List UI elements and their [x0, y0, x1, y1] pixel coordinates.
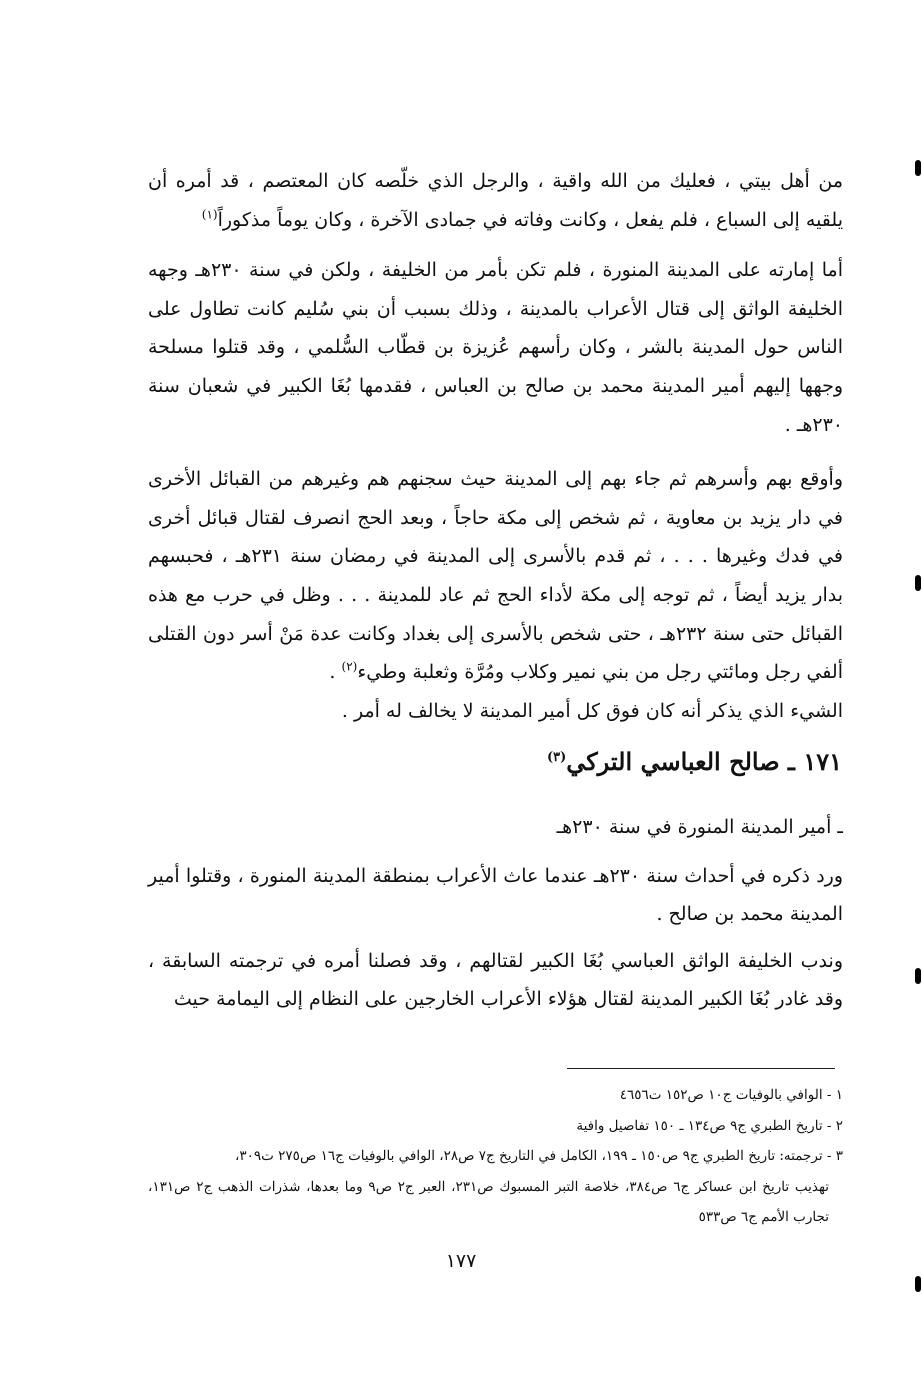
paragraph-1-text: من أهل بيتي ، فعليك من الله واقية ، والرجل الذي خلّصه كان المعتصم ، قد أمره أن يلقيه إلى السباع ، فلم يفعل ، وكانت وفاته في جمادى الآخرة ، وكان يوماً مذكوراً — [148, 170, 843, 231]
footnotes — [148, 1080, 843, 1233]
edge-mark — [915, 160, 921, 176]
entry-subtitle: ـ أمير المدينة المنورة في سنة ٢٣٠هـ — [556, 816, 843, 838]
paragraph-3 — [148, 460, 843, 692]
body-top — [148, 162, 843, 730]
footnote-1: ١ - الوافي بالوفيات ج١٠ ص١٥٢ ت٤٦٥٦ — [619, 1087, 843, 1103]
footnote-ref-1: (١) — [201, 207, 218, 222]
entry-heading — [147, 740, 842, 784]
paragraph-5: ورد ذكره في أحداث سنة ٢٣٠هـ عندما عاث الأعراب بمنطقة المدينة المنورة ، وقتلوا أمير المدينة محمد بن صالح . — [148, 864, 844, 926]
edge-mark — [915, 575, 921, 591]
paragraph-4: الشيء الذي يذكر أنه كان فوق كل أمير المدينة لا يخالف له أمر . — [341, 699, 843, 722]
paragraph-1 — [148, 162, 843, 239]
body-section — [148, 808, 843, 1019]
entry-heading-text: ١٧١ ـ صالح العباسي التركي — [566, 747, 842, 776]
paragraph-2: أما إمارته على المدينة المنورة ، فلم تكن بأمر من الخليفة ، ولكن في سنة ٢٣٠هـ وجهه الخليفة الواثق إلى قتال الأعراب بالمدينة ، وذلك بسبب أن بني سُليم كانت تطاول على الناس حول المدينة بالشر ، وكان رأسهم عُزيزة بن قطّاب السُّلمي ، وقد قتلوا مسلحة وجهها إليهم أمير المدينة محمد بن صالح بن العباس ، فقدمها بُغَا الكبير في شعبان سنة ٢٣٠هـ . — [148, 259, 843, 436]
paragraph-6: وندب الخليفة الواثق العباسي بُغَا الكبير لقتالهم ، وقد فصلنا أمره في ترجمته السابقة ، وقد غادر بُغَا الكبير المدينة لقتال هؤلاء الأعراب الخارجين على النظام إلى اليمامة حيث — [148, 949, 843, 1011]
page-number: ١٧٧ — [445, 1250, 477, 1272]
paragraph-3-text: وأوقع بهم وأسرهم ثم جاء بهم إلى المدينة حيث سجنهم هم وغيرهم من القبائل الأخرى في دار يزيد بن معاوية ، ثم شخص إلى مكة حاجاً ، وبعد الحج انصرف لقتال قبائل أخرى في فدك وغيرها . . . ، ثم قدم بالأسرى إلى المدينة في رمضان سنة ٢٣١هـ ، فحبسهم بدار يزيد أيضاً ، ثم توجه إلى مكة لأداء الحج ثم عاد للمدينة . . . وظل في حرب مع هذه القبائل حتى سنة ٢٣٢هـ ، حتى شخص بالأسرى إلى بغداد وكانت عدة مَنْ أسر دون القتلى ألفي رجل ومائتي رجل من بني نمير وكلاب ومُرَّة وثعلبة وطيء — [148, 468, 844, 684]
footnote-ref-2: (٢) — [341, 659, 358, 674]
edge-mark — [915, 968, 921, 984]
edge-mark — [915, 1276, 921, 1292]
paragraph-3-end: . — [329, 661, 342, 684]
footnote-2: ٢ - تاريخ الطبري ج٩ ص١٣٤ ـ ١٥٠ تفاصيل وافية — [576, 1117, 843, 1134]
footnote-ref-3: (٣) — [546, 750, 567, 765]
footnote-3-continued: تهذيب تاريخ ابن عساكر ج٦ ص٣٨٤، خلاصة التبر المسبوك ص٢٣١، العبر ج٢ ص٩ وما بعدها، شذرات الذهب ج٢ ص١٣١، تجارب الأمم ج٦ ص٥٣٣ — [148, 1178, 829, 1225]
footnote-3: ٣ - ترجمته: تاريخ الطبري ج٩ ص١٥٠ ـ ١٩٩، الكامل في التاريخ ج٧ ص٢٨، الوافي بالوفيات ج١٦ ص٢٧٥ ت٣٠٩، — [235, 1148, 843, 1164]
footnote-divider — [567, 1068, 835, 1069]
